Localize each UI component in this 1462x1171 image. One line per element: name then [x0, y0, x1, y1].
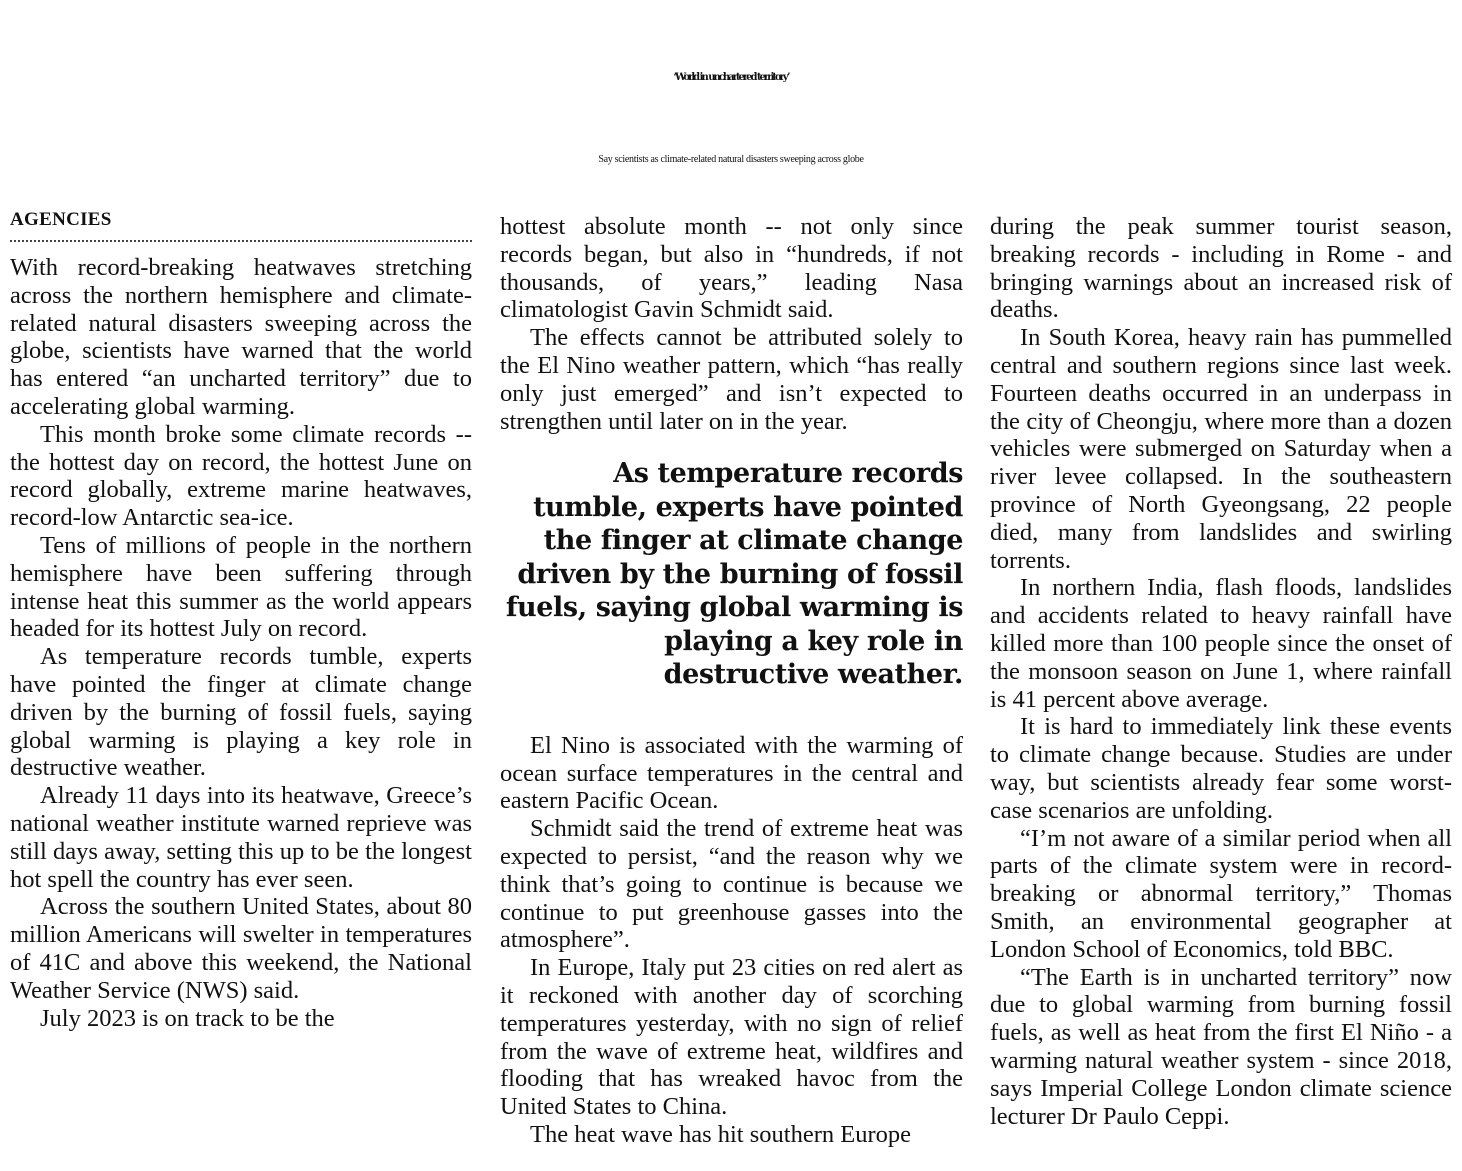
paragraph: during the peak summer tourist season, breaking records - including in Rome - and bringing warnings about an increased risk of deaths. [990, 213, 1452, 324]
paragraph: July 2023 is on track to be the [40, 1004, 335, 1032]
article-column-1 [10, 210, 472, 1165]
pull-quote: As temperature records tumble, experts have pointed the finger at climate change driven by the burning of fossil fuels, saying global warming is playing a key role in destructive weather. [505, 458, 963, 691]
headline: ‘World in unchartered territory’ [673, 72, 789, 83]
paragraph: As temperature records tumble, experts have pointed the finger at climate change driven by the burning of fossil fuels, saying global warming is playing a key role in destructive weather. [10, 643, 472, 782]
paragraph: “I’m not aware of a similar period when all parts of the climate system were in record-breaking or abnormal territory,” Thomas Smith, an environmental geographer at London School of Economics, told BBC. [990, 824, 1452, 963]
paragraph: Schmidt said the trend of extreme heat was expected to persist, “and the reason why we think that’s going to continue is because we continue to put greenhouse gasses into the atmosphere”. [500, 815, 963, 954]
paragraph: It is hard to immediately link these events to climate change because. Studies are under way, but scientists already fear some worst-case scenarios are unfolding. [990, 713, 1452, 824]
paragraph: hottest absolute month -- not only since records began, but also in “hundreds, if not thousands, of years,” leading Nasa climatologist Gavin Schmidt said. [500, 213, 963, 324]
paragraph: Tens of millions of people in the northern hemisphere have been suffering through intense heat this summer as the world appears headed for its hottest July on record. [10, 531, 472, 643]
paragraph: “The Earth is in uncharted territory” now due to global warming from burning fossil fuels, as well as heat from the first El Niño - a warming natural weather system - since 2018, says Imperial College London climate science lecturer Dr Paulo Ceppi. [990, 963, 1452, 1130]
paragraph: In northern India, flash floods, landslides and accidents related to heavy rainfall have killed more than 100 people since the onset of the monsoon season on June 1, where rainfall is 41 percent above average. [990, 574, 1452, 713]
byline: AGENCIES [10, 210, 472, 242]
paragraph: This month broke some climate records -- the hottest day on record, the hottest June on record globally, extreme marine heatwaves, record-low Antarctic sea-ice. [10, 420, 472, 532]
paragraph: The heat wave has hit southern Europe [530, 1121, 911, 1149]
article-column-3 [990, 213, 1452, 1168]
paragraph: The effects cannot be attributed solely to the El Nino weather pattern, which “has really only just emerged” and isn’t expected to strengthen until later on in the year. [500, 324, 963, 435]
subheadline: Say scientists as climate-related natural disasters sweeping across globe [598, 154, 864, 165]
paragraph: Across the southern United States, about 80 million Americans will swelter in temperatures of 41C and above this weekend, the National Weather Service (NWS) said. [10, 893, 472, 1004]
paragraph: In Europe, Italy put 23 cities on red alert as it reckoned with another day of scorching temperatures yesterday, with no sign of relief from the wave of extreme heat, wildfires and flooding that has wreaked havoc from the United States to China. [500, 954, 963, 1121]
article-column-2 [500, 213, 963, 1168]
paragraph: Already 11 days into its heatwave, Greece’s national weather institute warned reprieve was still days away, setting this up to be the longest hot spell the country has ever seen. [10, 782, 472, 893]
paragraph: In South Korea, heavy rain has pummelled central and southern regions since last week. Fourteen deaths occurred in an underpass in the city of Cheongju, where more than a dozen vehicles were submerged on Saturday when a river levee collapsed. In the southeastern province of North Gyeongsang, 22 people died, many from landslides and swirling torrents. [990, 324, 1452, 574]
paragraph: With record-breaking heatwaves stretching across the northern hemisphere and climate-related natural disasters sweeping across the globe, scientists have warned that the world has entered “an uncharted territory” due to accelerating global warming. [10, 254, 472, 420]
paragraph: El Nino is associated with the warming of ocean surface temperatures in the central and eastern Pacific Ocean. [500, 731, 963, 815]
